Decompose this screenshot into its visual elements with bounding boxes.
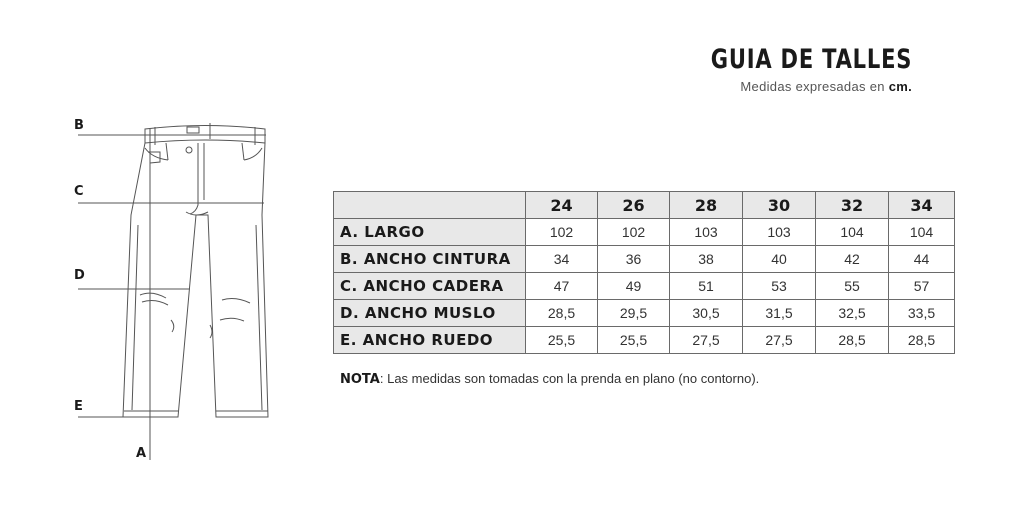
footnote	[340, 371, 759, 387]
size-header: 28	[670, 192, 743, 219]
table-cell: 103	[743, 219, 816, 246]
table-cell: 53	[743, 273, 816, 300]
table-cell: 30,5	[670, 300, 743, 327]
note-label: NOTA	[340, 372, 380, 387]
table-cell: 44	[889, 246, 955, 273]
table-cell: 102	[598, 219, 670, 246]
table-header-row	[334, 192, 955, 219]
row-label: B. ANCHO CINTURA	[334, 246, 526, 273]
row-label: C. ANCHO CADERA	[334, 273, 526, 300]
table-cell: 55	[816, 273, 889, 300]
row-label: E. ANCHO RUEDO	[334, 327, 526, 354]
table-row	[334, 273, 955, 300]
table-cell: 31,5	[743, 300, 816, 327]
table-cell: 57	[889, 273, 955, 300]
table-row	[334, 246, 955, 273]
size-header: 24	[526, 192, 598, 219]
size-header: 30	[743, 192, 816, 219]
pants-outline	[123, 123, 268, 417]
size-header: 26	[598, 192, 670, 219]
table-cell: 32,5	[816, 300, 889, 327]
size-header: 34	[889, 192, 955, 219]
size-header: 32	[816, 192, 889, 219]
pants-diagram	[0, 0, 300, 480]
header-corner	[334, 192, 526, 219]
table-cell: 49	[598, 273, 670, 300]
table-cell: 25,5	[526, 327, 598, 354]
table-cell: 28,5	[889, 327, 955, 354]
table-cell: 28,5	[816, 327, 889, 354]
measurement-lines	[78, 128, 266, 460]
table-cell: 33,5	[889, 300, 955, 327]
row-label: D. ANCHO MUSLO	[334, 300, 526, 327]
size-table	[333, 191, 955, 354]
table-cell: 27,5	[743, 327, 816, 354]
table-cell: 51	[670, 273, 743, 300]
table-cell: 27,5	[670, 327, 743, 354]
label-c: C	[74, 184, 84, 199]
page-title: GUIA DE TALLES	[710, 44, 912, 75]
label-e: E	[74, 399, 83, 414]
subtitle-text: Medidas expresadas en	[740, 79, 885, 94]
table-cell: 47	[526, 273, 598, 300]
page-subtitle	[740, 79, 912, 94]
table-row	[334, 327, 955, 354]
table-cell: 25,5	[598, 327, 670, 354]
row-label: A. LARGO	[334, 219, 526, 246]
table-row	[334, 219, 955, 246]
table-cell: 34	[526, 246, 598, 273]
table-cell: 102	[526, 219, 598, 246]
label-b: B	[74, 118, 84, 133]
table-cell: 42	[816, 246, 889, 273]
label-a: A	[136, 446, 147, 461]
table-cell: 36	[598, 246, 670, 273]
subtitle-unit: cm.	[888, 79, 912, 94]
label-d: D	[74, 268, 85, 283]
table-row	[334, 300, 955, 327]
table-cell: 40	[743, 246, 816, 273]
table-cell: 104	[889, 219, 955, 246]
table-cell: 38	[670, 246, 743, 273]
note-text: : Las medidas son tomadas con la prenda en plano (no contorno).	[379, 371, 760, 386]
table-cell: 29,5	[598, 300, 670, 327]
table-cell: 103	[670, 219, 743, 246]
table-cell: 28,5	[526, 300, 598, 327]
table-cell: 104	[816, 219, 889, 246]
